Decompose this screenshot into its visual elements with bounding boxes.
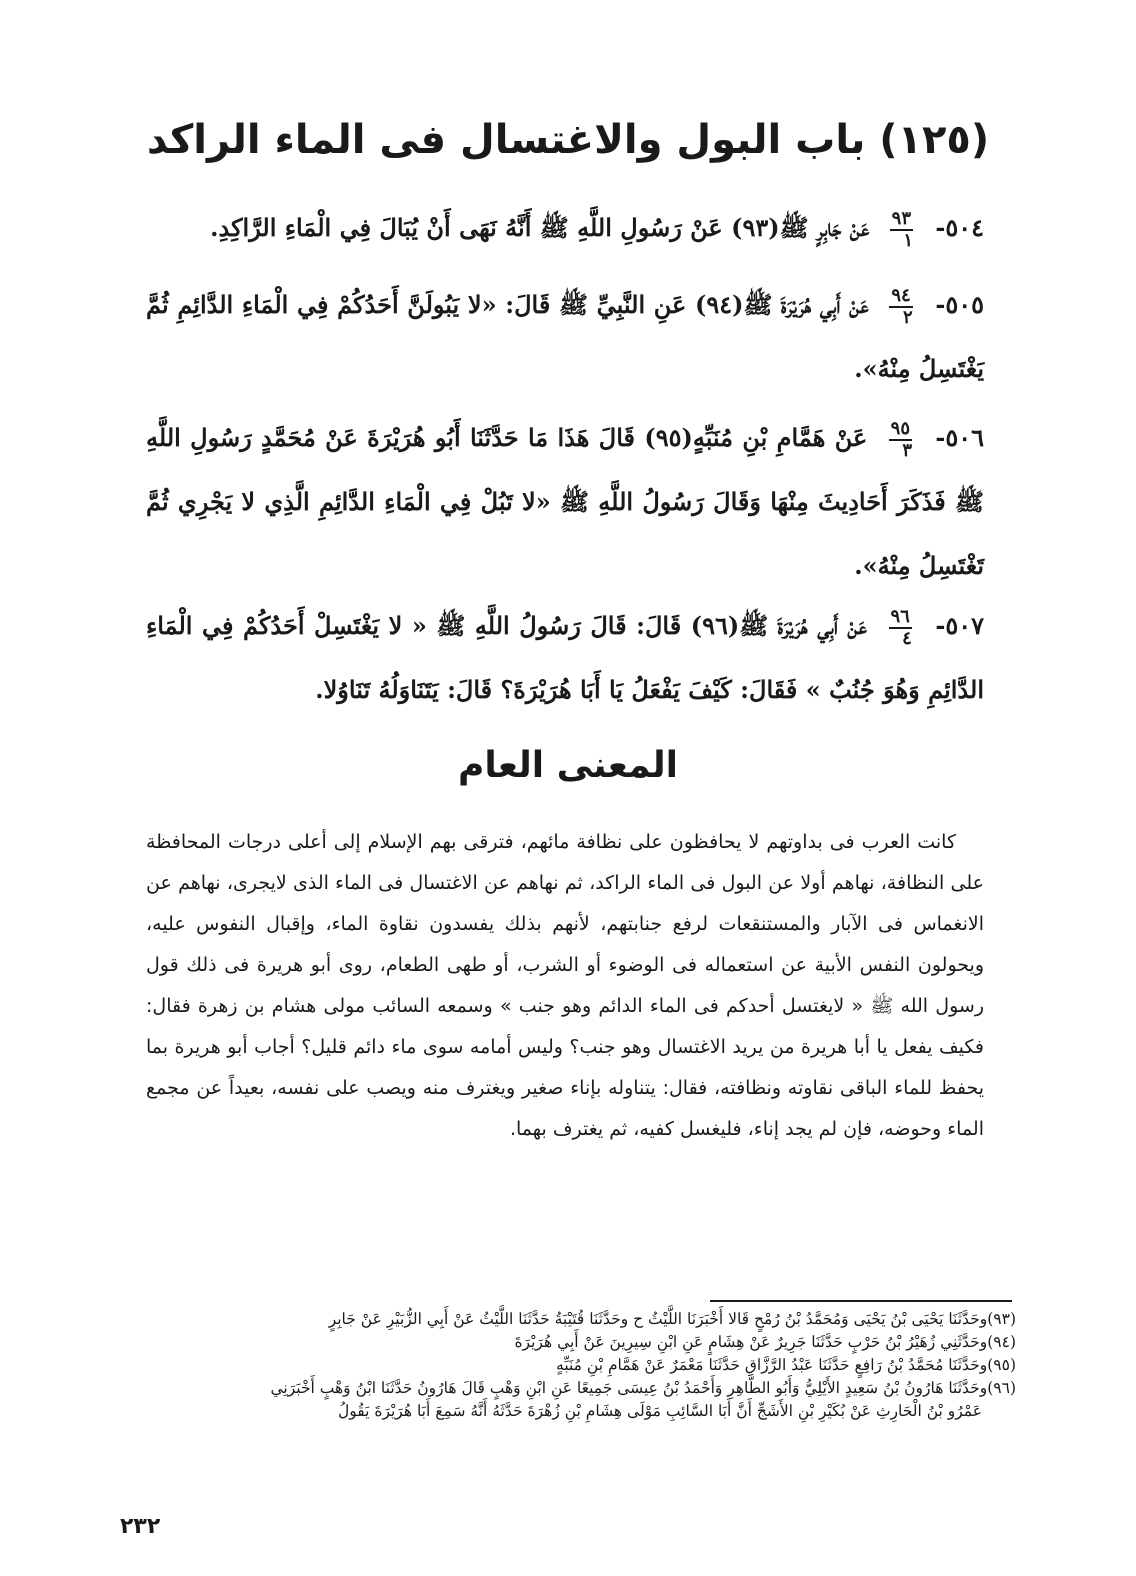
hadith-506 <box>146 406 984 598</box>
fraction-top: ٩٥ <box>890 417 911 439</box>
fraction-bottom: ٣ <box>902 439 913 461</box>
hadith-number: ٥٠٦- <box>935 423 985 452</box>
fraction-bottom: ١ <box>903 229 913 251</box>
hadith-505 <box>146 273 984 401</box>
hadith-number: ٥٠٧- <box>935 611 985 640</box>
hadith-text: عَنْ هَمَّامِ بْنِ مُنَبِّهٍ(٩٥) قَالَ هَذَا مَا حَدَّثَنَا أَبُو هُرَيْرَةَ عَنْ مُحَمَّدٍ رَسُولِ اللَّهِ ﷺ فَذَكَرَ أَحَادِيثَ مِنْهَا وَقَالَ رَسُولُ اللَّهِ ﷺ «لا تَبُلْ فِي الْمَاءِ الدَّائِمِ الَّذِي لا يَجْرِي ثُمَّ تَغْتَسِلُ مِنْهُ». <box>146 423 984 580</box>
section-title: المعنى العام <box>457 745 679 786</box>
footnote-93: (٩٣)وحَدَّثَنَا يَحْيَى بْنُ يَحْيَى وَمُحَمَّدُ بْنُ رُمْحٍ قَالا أَخْبَرَنَا اللَّيْثُ ح وحَدَّثَنَا قُتَيْبَةُ حَدَّثَنَا اللَّيْثُ عَنْ أَبِي الزُّبَيْرِ عَنْ جَابِرٍ <box>328 1310 1016 1328</box>
footnote-94: (٩٤)وحَدَّثَنِي زُهَيْرُ بْنُ حَرْبٍ حَدَّثَنَا جَرِيرٌ عَنْ هِشَامٍ عَنِ ابْنِ سِيرِينَ عَنْ أَبِي هُرَيْرَةَ <box>514 1333 1016 1351</box>
hadith-fraction <box>889 286 912 328</box>
fraction-bottom: ٢ <box>903 306 913 328</box>
footnotes <box>120 1308 1016 1423</box>
hadith-text: عَنْ جَابِرٍ ﷺ(٩٣) عَنْ رَسُولِ اللَّهِ ﷺ أَنَّهُ نَهَى أَنْ يُبَالَ فِي الْمَاءِ الرَّاكِدِ. <box>210 213 870 242</box>
hadith-fraction <box>889 607 912 649</box>
hadith-507 <box>146 594 984 722</box>
page-number: ٢٣٢ <box>120 1514 161 1539</box>
hadith-number: ٥٠٥- <box>935 290 985 319</box>
fraction-top: ٩٣ <box>891 207 911 229</box>
hadith-number: ٥٠٤- <box>935 213 984 242</box>
footnote-divider <box>710 1300 1012 1302</box>
hadith-504 <box>146 196 984 260</box>
hadith-fraction <box>889 419 912 461</box>
hadith-fraction <box>890 209 913 251</box>
general-meaning-paragraph: كانت العرب فى بداوتهم لا يحافظون على نظافة مائهم، فترقى بهم الإسلام إلى أعلى درجات المحافظة على النظافة، نهاهم أولا عن البول فى الماء الراكد، ثم نهاهم عن الاغتسال فى الماء الذى لايجرى، نهاهم عن الانغماس فى الآبار والمستنقعات لرفع جنابتهم، لأنهم بذلك يفسدون نقاوة الماء، وإقبال النفوس عليه، ويحولون النفس الأبية عن استعماله فى الوضوء أو الشرب، أو طهى الطعام، روى أبو هريرة فى ذلك قول رسول الله ﷺ « لايغتسل أحدكم فى الماء الدائم وهو جنب » وسمعه السائب مولى هشام بن زهرة فقال: فكيف يفعل يا أبا هريرة من يريد الاغتسال وهو جنب؟ وليس أمامه سوى ماء دائم قليل؟ أجاب أبو هريرة بما يحفظ للماء الباقى نقاوته ونظافته، فقال: يتناوله بإناء صغير ويغترف منه ويصب على نفسه، بعيداً عن مجمع الماء وحوضه، فإن لم يجد إناء، فليغسل كفيه، ثم يغترف بهما. <box>146 831 984 1140</box>
footnote-95: (٩٥)وحَدَّثَنَا مُحَمَّدُ بْنُ رَافِعٍ حَدَّثَنَا عَبْدُ الرَّزَّاقِ حَدَّثَنَا مَعْمَرٌ عَنْ هَمَّامِ بْنِ مُنَبِّهٍ <box>556 1356 1016 1374</box>
chapter-title: (١٢٥) باب البول والاغتسال فى الماء الراكد <box>146 117 990 163</box>
hadith-text: عَنْ أَبِي هُرَيْرَةَ ﷺ(٩٦) قَالَ: قَالَ رَسُولُ اللَّهِ ﷺ « لا يَغْتَسِلْ أَحَدُكُمْ فِي الْمَاءِ الدَّائِمِ وَهُوَ جُنُبٌ » فَقَالَ: كَيْفَ يَفْعَلُ يَا أَبَا هُرَيْرَةَ؟ قَالَ: يَتَنَاوَلُهُ تَنَاوُلا. <box>146 611 984 704</box>
hadith-text: عَنْ أَبِي هُرَيْرَةَ ﷺ(٩٤) عَنِ النَّبِيِّ ﷺ قَالَ: «لا يَبُولَنَّ أَحَدُكُمْ فِي الْمَاءِ الدَّائِمِ ثُمَّ يَغْتَسِلُ مِنْهُ». <box>146 290 984 383</box>
fraction-top: ٩٦ <box>890 605 910 627</box>
footnote-96-continued: عَمْرُو بْنُ الْحَارِثِ عَنْ بُكَيْرِ بْنِ الأَشَجِّ أَنَّ أَبَا السَّائِبِ مَوْلَى هِشَامِ بْنِ زُهْرَةَ حَدَّثَهُ أَنَّهُ سَمِعَ أَبَا هُرَيْرَةَ يَقُولُ <box>337 1402 982 1420</box>
footnote-96: (٩٦)وحَدَّثَنَا هَارُونُ بْنُ سَعِيدٍ الأَيْلِيُّ وَأَبُو الطَّاهِرِ وَأَحْمَدُ بْنُ عِيسَى جَمِيعًا عَنِ ابْنِ وَهْبٍ قَالَ هَارُونُ حَدَّثَنَا ابْنُ وَهْبٍ أَخْبَرَنِي <box>270 1379 1016 1397</box>
fraction-top: ٩٤ <box>891 284 911 306</box>
fraction-bottom: ٤ <box>902 627 912 649</box>
